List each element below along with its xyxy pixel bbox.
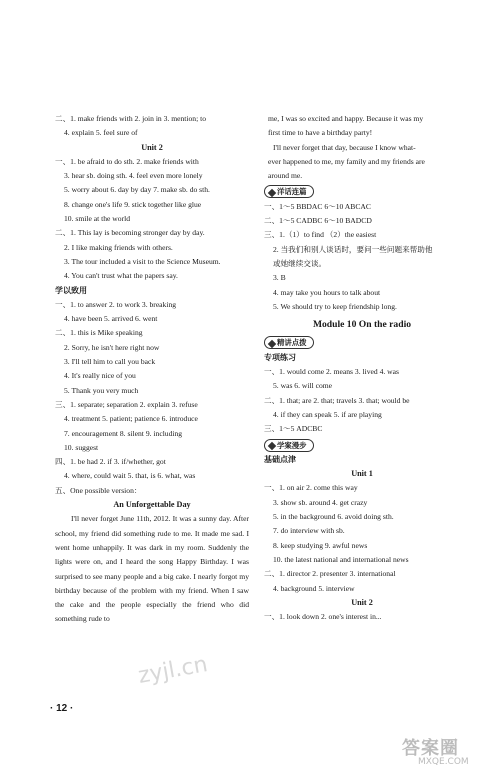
section-heading: Unit 2: [141, 142, 163, 152]
watermark-url: MXQE.COM: [418, 757, 469, 767]
answer-line: 五、One possible version：: [55, 485, 142, 495]
answer-line: around me.: [268, 171, 303, 181]
answer-line: 7. do interview with sb.: [273, 526, 345, 536]
answer-line: 2. 当我们和别人谈话时，要问一些问题来帮助他: [273, 244, 433, 254]
answer-line: 或她继续交谈。: [273, 258, 327, 268]
section-heading: 专项练习: [264, 352, 296, 362]
answer-line: 三、1. separate; separation 2. explain 3. refuse: [55, 399, 198, 409]
answer-line: 一、1. on air 2. come this way: [264, 483, 358, 493]
section-heading: Unit 2: [351, 597, 373, 607]
answer-line: ever happened to me, my family and my friends are: [268, 156, 425, 166]
answer-line: 一、1. to answer 2. to work 3. breaking: [55, 299, 177, 309]
answer-line: 4. where, could wait 5. that, is 6. what, was: [64, 471, 196, 481]
section-tag: [264, 185, 314, 198]
answer-line: I'll never forget that day, because I know what-: [273, 142, 416, 152]
page-number: · 12 ·: [50, 703, 74, 714]
right-column: [264, 112, 460, 624]
section-heading: Unit 1: [351, 469, 373, 479]
answer-line: 8. keep studying 9. awful news: [273, 540, 368, 550]
section-heading: 学以致用: [55, 285, 87, 295]
tag-label: 学案漫步: [277, 440, 307, 450]
answer-line: 四、1. be had 2. if 3. if/whether, got: [55, 457, 166, 467]
answer-line: 4. treatment 5. patient; patience 6. introduce: [64, 414, 198, 424]
answer-line: 4. may take you hours to talk about: [273, 287, 381, 297]
answer-line: 4. explain 5. feel sure of: [64, 128, 138, 138]
answer-line: 一、1. look down 2. one's interest in...: [264, 612, 382, 622]
answer-line: first time to have a birthday party!: [268, 128, 373, 138]
section-heading: Module 10 On the radio: [312, 319, 412, 331]
tag-label: 精讲点拨: [277, 338, 307, 348]
answer-line: 一、1. would come 2. means 3. lived 4. was: [264, 367, 399, 377]
answer-line: 三、1.（1）to find （2）the easiest: [264, 230, 377, 240]
answer-line: 8. change one's life 9. stick together like glue: [64, 199, 202, 209]
section-heading: 基础点津: [264, 454, 296, 464]
answer-line: 4. It's really nice of you: [64, 371, 136, 381]
answer-line: 4. if they can speak 5. if are playing: [273, 409, 382, 419]
answer-line: 10. suggest: [64, 442, 99, 452]
answer-line: 7. encouragement 8. silent 9. including: [64, 428, 183, 438]
answer-line: me, I was so excited and happy. Because it was my: [268, 114, 424, 123]
answer-line: 4. You can't trust what the papers say.: [64, 271, 178, 281]
answer-line: 二、1. This lay is becoming stronger day by day.: [55, 228, 205, 238]
answer-line: 二、1. director 2. presenter 3. international: [264, 569, 396, 579]
answer-line: 2. Sorry, he isn't here right now: [64, 342, 160, 352]
answer-line: 5. in the background 6. avoid doing sth.: [273, 512, 394, 522]
answer-line: 一、1. be afraid to do sth. 2. make friends with: [55, 156, 199, 166]
answer-line: 4. have been 5. arrived 6. went: [64, 314, 158, 324]
section-tag: [264, 336, 314, 349]
answer-line: 二、1. this is Mike speaking: [55, 328, 143, 338]
answer-line: 二、1～5 CADBC 6～10 BADCD: [264, 216, 372, 226]
answer-line: 二、1. make friends with 2. join in 3. mention; to: [55, 114, 207, 123]
answer-line: 一、1～5 BBDAC 6～10 ABCAC: [264, 201, 371, 211]
answer-line: 二、1. that; are 2. that; travels 3. that; would be: [264, 395, 410, 405]
answer-line: 3. B: [273, 273, 286, 283]
pen-icon: [268, 188, 276, 196]
left-column: [55, 112, 249, 627]
section-tag: [264, 439, 314, 452]
answer-line: 3. I'll tell him to call you back: [64, 357, 156, 367]
answer-line: 10. the latest national and international news: [273, 554, 409, 564]
watermark-left: zyjl.cn: [136, 652, 210, 689]
answer-line: 5. Thank you very much: [64, 385, 139, 395]
tag-label: 洋话连篇: [277, 187, 307, 197]
answer-line: 2. I like making friends with others.: [64, 242, 173, 252]
watermark-logo: 答案圈: [402, 738, 459, 759]
answer-line: 5. worry about 6. day by day 7. make sb. do sth.: [64, 185, 210, 195]
answer-line: 三、1～5 ADCBC: [264, 424, 323, 434]
answer-line: 5. We should try to keep friendship long.: [273, 301, 397, 311]
answer-line: 4. background 5. interview: [273, 583, 355, 593]
answer-line: 3. The tour included a visit to the Science Museum.: [64, 256, 221, 266]
answer-line: 5. was 6. will come: [273, 381, 333, 391]
answer-line: 10. smile at the world: [64, 214, 131, 224]
answer-line: 3. hear sb. doing sth. 4. feel even more lonely: [64, 171, 203, 181]
pen-icon: [268, 441, 276, 449]
pen-icon: [268, 339, 276, 347]
answer-line: 3. show sb. around 4. get crazy: [273, 497, 368, 507]
essay-text: I'll never forget June 11th, 2012. It was a sunny day. After school, my friend did something rude to me. It made me sad. I went home unhappily. It was dark in my room. Suddenly the lights were on, and I heard the song Happy Birthday. I was surprised to see many people and a big cake. I nearly forgot my birthday because of the problem with my friend. When I saw the cake and the people especially the friend who did something rude to: [55, 514, 249, 624]
section-heading: An Unforgettable Day: [113, 500, 191, 510]
